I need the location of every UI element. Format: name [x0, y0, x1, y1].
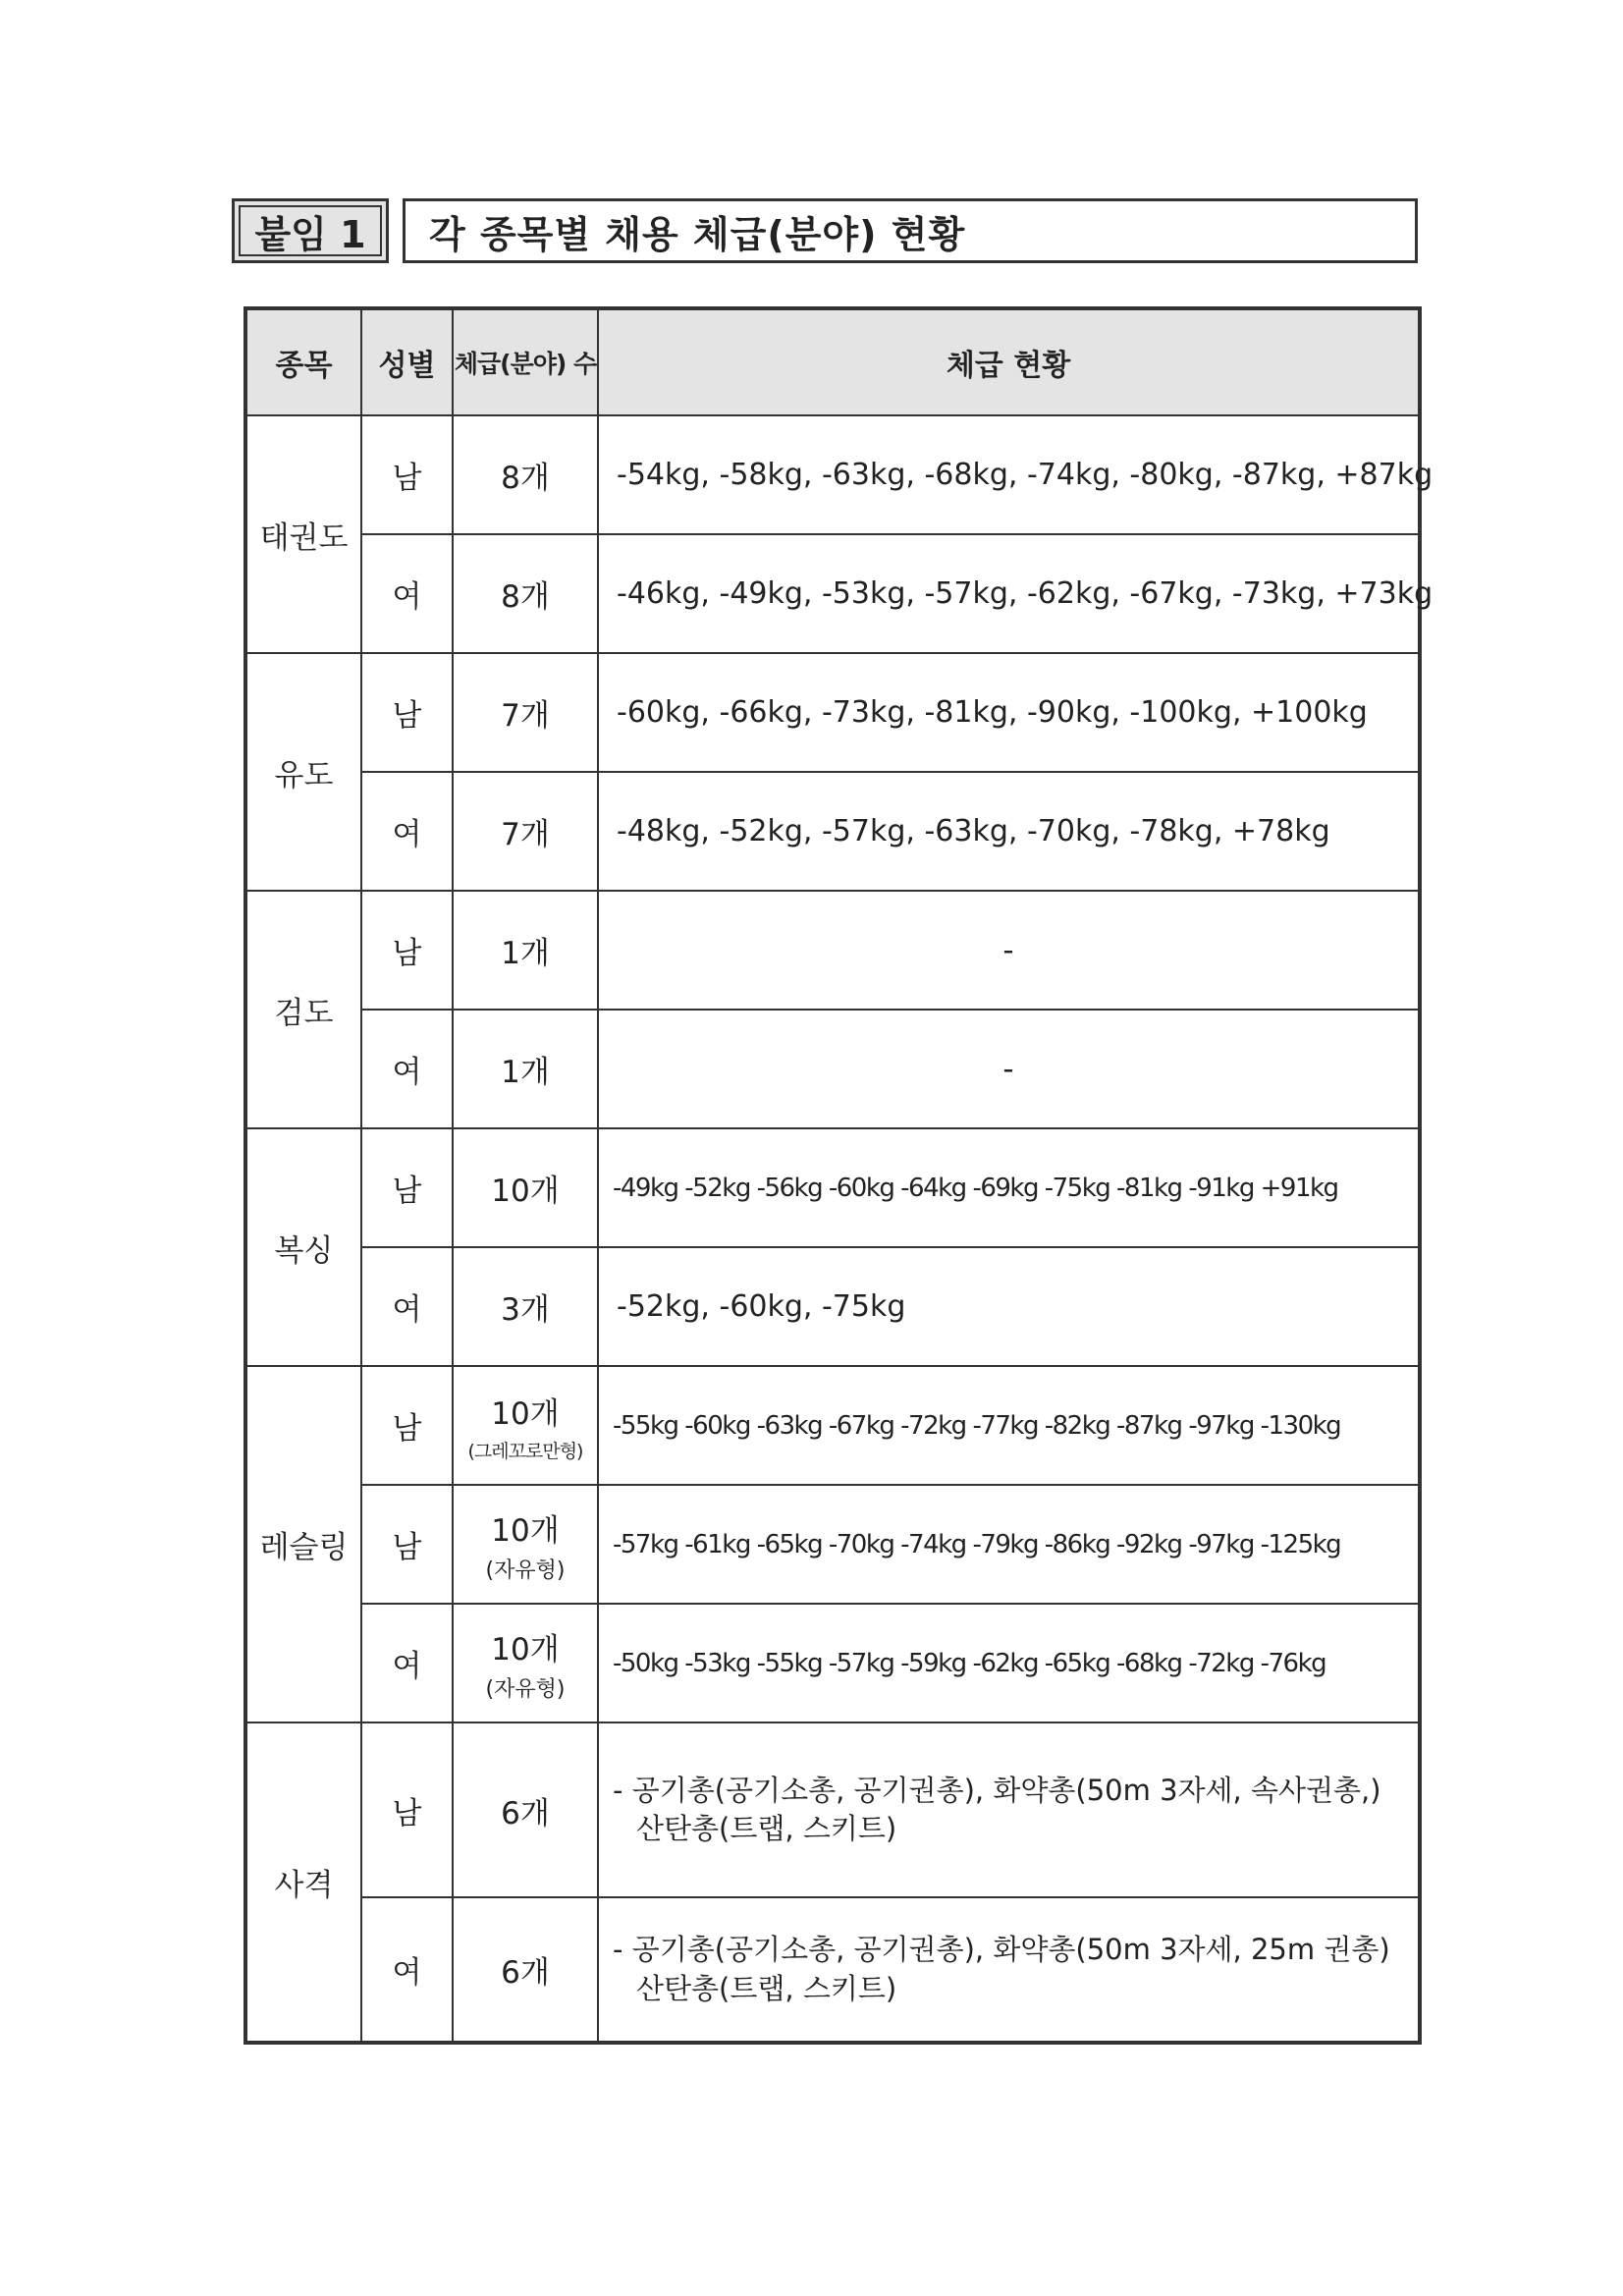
- classes-cell: -55kg -60kg -63kg -67kg -72kg -77kg -82kg -87kg -97kg -130kg: [598, 1366, 1420, 1485]
- count-style-note: (자유형): [485, 1558, 566, 1583]
- classes-cell: -: [598, 1010, 1420, 1128]
- classes-cell: -50kg -53kg -55kg -57kg -59kg -62kg -65kg -68kg -72kg -76kg: [598, 1604, 1420, 1722]
- gender-cell: 여: [361, 772, 453, 891]
- count-cell: 3개: [453, 1247, 598, 1366]
- table-header-row: [245, 308, 1420, 415]
- gender-cell: 남: [361, 1128, 453, 1247]
- sport-cell: 검도: [245, 891, 361, 1128]
- count-cell: 7개: [453, 772, 598, 891]
- count-cell: 8개: [453, 534, 598, 653]
- sport-cell: 레슬링: [245, 1366, 361, 1722]
- classes-cell: -49kg -52kg -56kg -60kg -64kg -69kg -75kg -81kg -91kg +91kg: [598, 1128, 1420, 1247]
- attachment-label: [232, 198, 389, 263]
- classes-cell: -46kg, -49kg, -53kg, -57kg, -62kg, -67kg, -73kg, +73kg: [598, 534, 1420, 653]
- table-row: [245, 415, 1420, 534]
- table-row: [245, 1128, 1420, 1247]
- header-classes: 체급 현황: [598, 308, 1420, 415]
- classes-cell: [598, 1722, 1420, 1897]
- gender-cell: 남: [361, 1485, 453, 1604]
- count-cell: 1개: [453, 1010, 598, 1128]
- count-value: 10개: [491, 1631, 560, 1667]
- table-row: [245, 653, 1420, 772]
- classes-cell: -60kg, -66kg, -73kg, -81kg, -90kg, -100kg, +100kg: [598, 653, 1420, 772]
- weight-class-table: [243, 306, 1434, 2045]
- count-cell: 1개: [453, 891, 598, 1010]
- table-row: [245, 1485, 1420, 1604]
- count-cell: 6개: [453, 1897, 598, 2043]
- gender-cell: 여: [361, 1247, 453, 1366]
- sport-cell: 복싱: [245, 1128, 361, 1366]
- count-cell: 8개: [453, 415, 598, 534]
- classes-line-2: 산탄총(트랩, 스키트): [636, 1971, 897, 2005]
- sport-cell: 유도: [245, 653, 361, 891]
- gender-cell: 남: [361, 653, 453, 772]
- gender-cell: 여: [361, 1604, 453, 1722]
- header-count: 체급(분야) 수: [453, 308, 598, 415]
- gender-cell: 남: [361, 891, 453, 1010]
- count-cell: [453, 1485, 598, 1604]
- classes-cell: -57kg -61kg -65kg -70kg -74kg -79kg -86kg -92kg -97kg -125kg: [598, 1485, 1420, 1604]
- gender-cell: 여: [361, 1897, 453, 2043]
- table-row: [245, 772, 1420, 891]
- page-title-text: 각 종목별 채용 체급(분야) 현황: [429, 212, 966, 256]
- gender-cell: 남: [361, 415, 453, 534]
- classes-line-1: - 공기총(공기소총, 공기권총), 화약총(50m 3자세, 25m 권총): [613, 1933, 1390, 1967]
- classes-cell: -: [598, 891, 1420, 1010]
- count-value: 10개: [491, 1395, 560, 1432]
- classes-line-1: - 공기총(공기소총, 공기권총), 화약총(50m 3자세, 속사권총,): [613, 1773, 1381, 1807]
- table-row: [245, 1722, 1420, 1897]
- table-row: [245, 1366, 1420, 1485]
- classes-cell: [598, 1897, 1420, 2043]
- sport-cell: 사격: [245, 1722, 361, 2043]
- table-row: [245, 1247, 1420, 1366]
- count-cell: 6개: [453, 1722, 598, 1897]
- gender-cell: 남: [361, 1722, 453, 1897]
- attachment-label-text: 붙임 1: [254, 212, 366, 256]
- count-style-note: (자유형): [485, 1676, 566, 1702]
- count-cell: 10개: [453, 1128, 598, 1247]
- table-row: [245, 1897, 1420, 2043]
- table-row: [245, 891, 1420, 1010]
- table-row: [245, 1604, 1420, 1722]
- count-cell: 7개: [453, 653, 598, 772]
- classes-cell: -54kg, -58kg, -63kg, -68kg, -74kg, -80kg, -87kg, +87kg: [598, 415, 1420, 534]
- header-sport: 종목: [245, 308, 361, 415]
- table-row: [245, 1010, 1420, 1128]
- page-title: [403, 198, 1418, 263]
- gender-cell: 남: [361, 1366, 453, 1485]
- gender-cell: 여: [361, 1010, 453, 1128]
- count-cell: [453, 1366, 598, 1485]
- count-style-note: (그레꼬로만형): [467, 1440, 583, 1462]
- classes-cell: -52kg, -60kg, -75kg: [598, 1247, 1420, 1366]
- header-gender: 성별: [361, 308, 453, 415]
- count-cell: [453, 1604, 598, 1722]
- gender-cell: 여: [361, 534, 453, 653]
- table-row: [245, 534, 1420, 653]
- count-value: 10개: [491, 1512, 560, 1549]
- classes-cell: -48kg, -52kg, -57kg, -63kg, -70kg, -78kg, +78kg: [598, 772, 1420, 891]
- classes-line-2: 산탄총(트랩, 스키트): [636, 1812, 897, 1845]
- sport-cell: 태권도: [245, 415, 361, 653]
